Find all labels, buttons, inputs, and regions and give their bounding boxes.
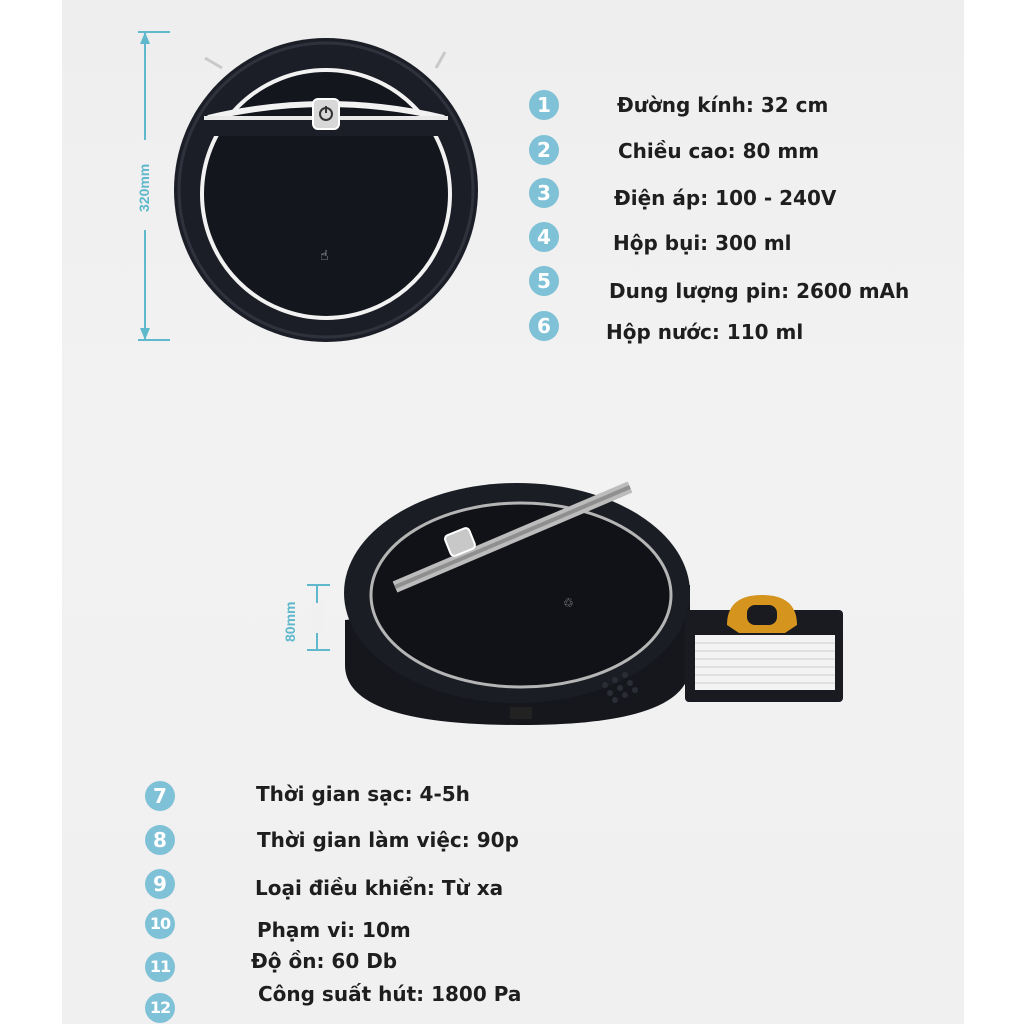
- spec-label: Thời gian làm việc: 90p: [257, 828, 519, 852]
- spec-label: Độ ồn: 60 Db: [251, 949, 398, 973]
- robot-side-view-image: [275, 475, 865, 735]
- spec-item: [529, 311, 559, 341]
- width-dimension-label: 320mm: [136, 163, 152, 212]
- spec-number-badge: 2: [529, 135, 559, 165]
- spec-number-badge: 8: [145, 825, 175, 855]
- spec-item: [529, 90, 559, 120]
- spec-number-badge: 4: [529, 222, 559, 252]
- spec-item: [529, 266, 559, 296]
- spec-label: Điện áp: 100 - 240V: [614, 186, 837, 210]
- spec-number-badge: 7: [145, 781, 175, 811]
- svg-text:♲: ♲: [563, 596, 574, 610]
- spec-item: [529, 178, 559, 208]
- robot-top-view-image: [130, 20, 510, 350]
- spec-item: [145, 825, 175, 855]
- spec-item: [145, 869, 175, 899]
- spec-number-badge: 12: [145, 993, 175, 1023]
- spec-label: Loại điều khiển: Từ xa: [255, 876, 504, 900]
- spec-number-badge: 9: [145, 869, 175, 899]
- spec-label: Chiều cao: 80 mm: [618, 139, 820, 163]
- spec-item: [529, 222, 559, 252]
- spec-number-badge: 11: [145, 952, 175, 982]
- spec-label: Phạm vi: 10m: [257, 918, 411, 942]
- spec-item: [145, 952, 175, 982]
- spec-label: Hộp bụi: 300 ml: [613, 231, 792, 255]
- height-dimension-label: 80mm: [282, 601, 298, 642]
- spec-label: Thời gian sạc: 4-5h: [256, 782, 470, 806]
- spec-number-badge: 10: [145, 909, 175, 939]
- spec-item: [145, 781, 175, 811]
- svg-text:☝: ☝: [320, 248, 329, 264]
- spec-label: Đường kính: 32 cm: [617, 93, 829, 117]
- spec-label: Dung lượng pin: 2600 mAh: [609, 279, 910, 303]
- spec-number-badge: 1: [529, 90, 559, 120]
- spec-number-badge: 6: [529, 311, 559, 341]
- spec-label: Công suất hút: 1800 Pa: [258, 982, 522, 1006]
- spec-item: [145, 909, 175, 939]
- spec-item: [145, 993, 175, 1023]
- spec-label: Hộp nước: 110 ml: [606, 320, 804, 344]
- spec-item: [529, 135, 559, 165]
- spec-number-badge: 3: [529, 178, 559, 208]
- spec-number-badge: 5: [529, 266, 559, 296]
